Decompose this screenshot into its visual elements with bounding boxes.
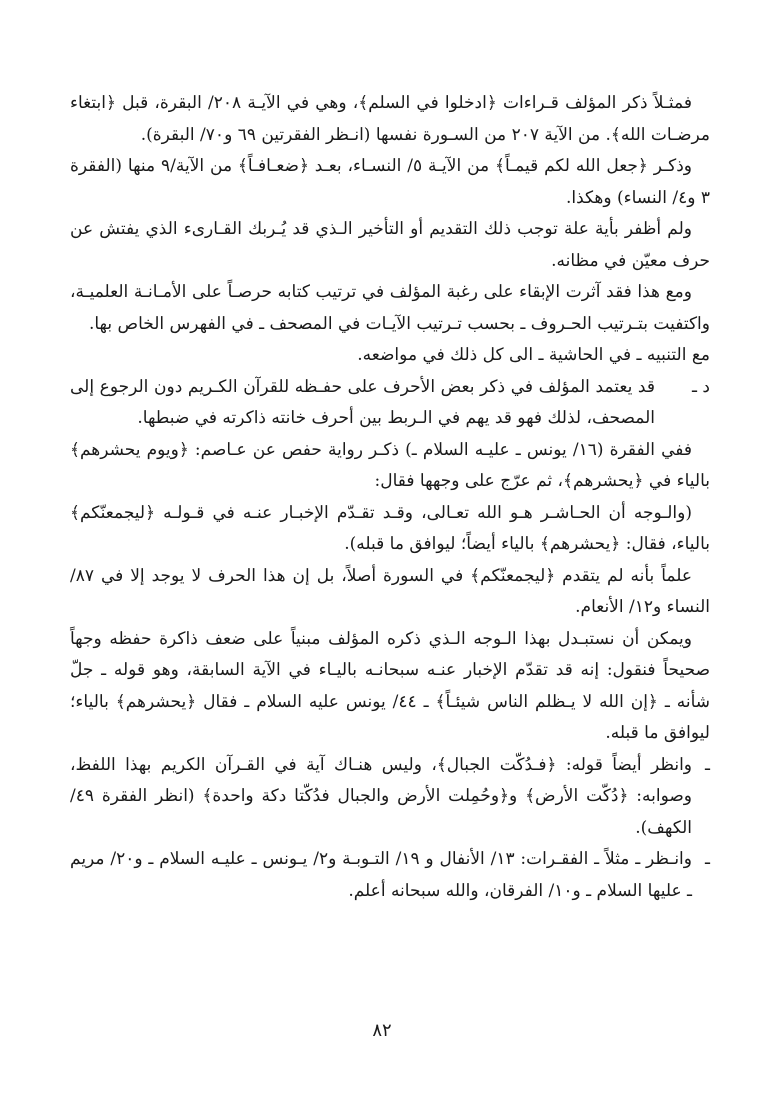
paragraph-11-text: وانظر أيضاً قوله: ﴿فـدُكّت الجبال﴾، وليس هنـاك آية في القـرآن الكريم بهذا اللفظ، وصوابه: ﴿دُكّت الأرض﴾ و﴿وحُمِلت الأرض والجبال فدُكّتا دكة واحدة﴾ (انظر الفقرة ٤٩/ الكهف). <box>70 754 692 838</box>
list-marker-dash: ـ <box>705 849 710 869</box>
paragraph-1: فمثـلاً ذكر المؤلف قـراءات ﴿ادخلوا في السلم﴾، وهي في الآيـة ٢٠٨/ البقرة، قبل ﴿ابتغاء مرضـات الله﴾. من الآية ٢٠٧ من السـورة نفسها (انـظر الفقرتين ٦٩ و٧٠/ البقرة). <box>70 93 710 145</box>
paragraph-11 <box>70 750 710 845</box>
paragraph-2: وذكـر ﴿جعل الله لكم قيمـاً﴾ من الآيـة ٥/ النسـاء، بعـد ﴿ضعـافـاً﴾ من الآية/٩ منها (الفقرة ٣ و٤/ النساء) وهكذا. <box>70 156 710 208</box>
paragraph-12 <box>70 844 710 907</box>
paragraph-6-text: قد يعتمد المؤلف في ذكر بعض الأحرف على حفـظه للقرآن الكـريم دون الرجوع إلى المصحف، لذلك فهو قد يهم في الـربط بين أحرف خانته ذاكرته في ضبطها. <box>70 376 655 428</box>
list-marker-d: د ـ <box>692 376 710 397</box>
paragraph-9: علماً بأنه لم يتقدم ﴿ليجمعنّكم﴾ في السورة أصلاً، بل إن هذا الحرف لا يوجد إلا في ٨٧/ النساء و١٢/ الأنعام. <box>70 565 710 617</box>
paragraph-7: ففي الفقرة (١٦/ يونس ـ عليـه السلام ـ) ذكـر رواية حفص عن عـاصم: ﴿ويوم يحشرهم﴾ بالياء في ﴿يحشرهم﴾، ثم عرّج على وجهها فقال: <box>70 439 710 491</box>
page-number: ٨٢ <box>372 1020 392 1041</box>
paragraph-8: (والـوجه أن الحـاشـر هـو الله تعـالى، وقـد تقـدّم الإخبـار عنـه في قـولـه ﴿ليجمعنّكم﴾ بالياء، فقال: ﴿يحشرهم﴾ بالياء أيضاً؛ ليوافق ما قبله). <box>70 502 710 554</box>
paragraph-6 <box>70 372 710 435</box>
list-marker-dash: ـ <box>705 754 710 775</box>
page-body <box>70 88 710 907</box>
paragraph-4: ومع هذا فقد آثرت الإبقاء على رغبة المؤلف في ترتيب كتابه حرصـاً على الأمـانـة العلميـة، واكتفيت بتـرتيب الحـروف ـ بحسب تـرتيب الآيـات في المصحف ـ في الفهرس الخاص بها. <box>70 282 710 334</box>
paragraph-12-text: وانـظر ـ مثلاً ـ الفقـرات: ١٣/ الأنفال و ١٩/ التـوبـة و٢/ يـونس ـ عليـه السلام ـ و٢٠/ مريم ـ عليها السلام ـ و١٠/ الفرقان، والله سبحانه أعلم. <box>70 849 692 901</box>
paragraph-3: ولم أظفر بأية علة توجب ذلك التقديم أو التأخير الـذي قد يُـربك القـارىء الذي يفتش عن حرف معيّن في مظانه. <box>70 219 710 271</box>
paragraph-10: ويمكن أن نستبـدل بهذا الـوجه الـذي ذكره المؤلف مبنياً على ضعف ذاكرة حفظه وجهاً صحيحاً فنقول: إنه قد تقدّم الإخبار عنـه سبحانـه باليـاء في الآية السابقة، وهو قوله ـ جلّ شأنه ـ ﴿إن الله لا يـظلم الناس شيئـاً﴾ ـ ٤٤/ يونس عليه السلام ـ فقال ﴿يحشرهم﴾ بالياء؛ ليوافق ما قبله. <box>70 628 711 743</box>
paragraph-5: مع التنبيه ـ في الحاشية ـ الى كل ذلك في مواضعه. <box>357 345 710 365</box>
